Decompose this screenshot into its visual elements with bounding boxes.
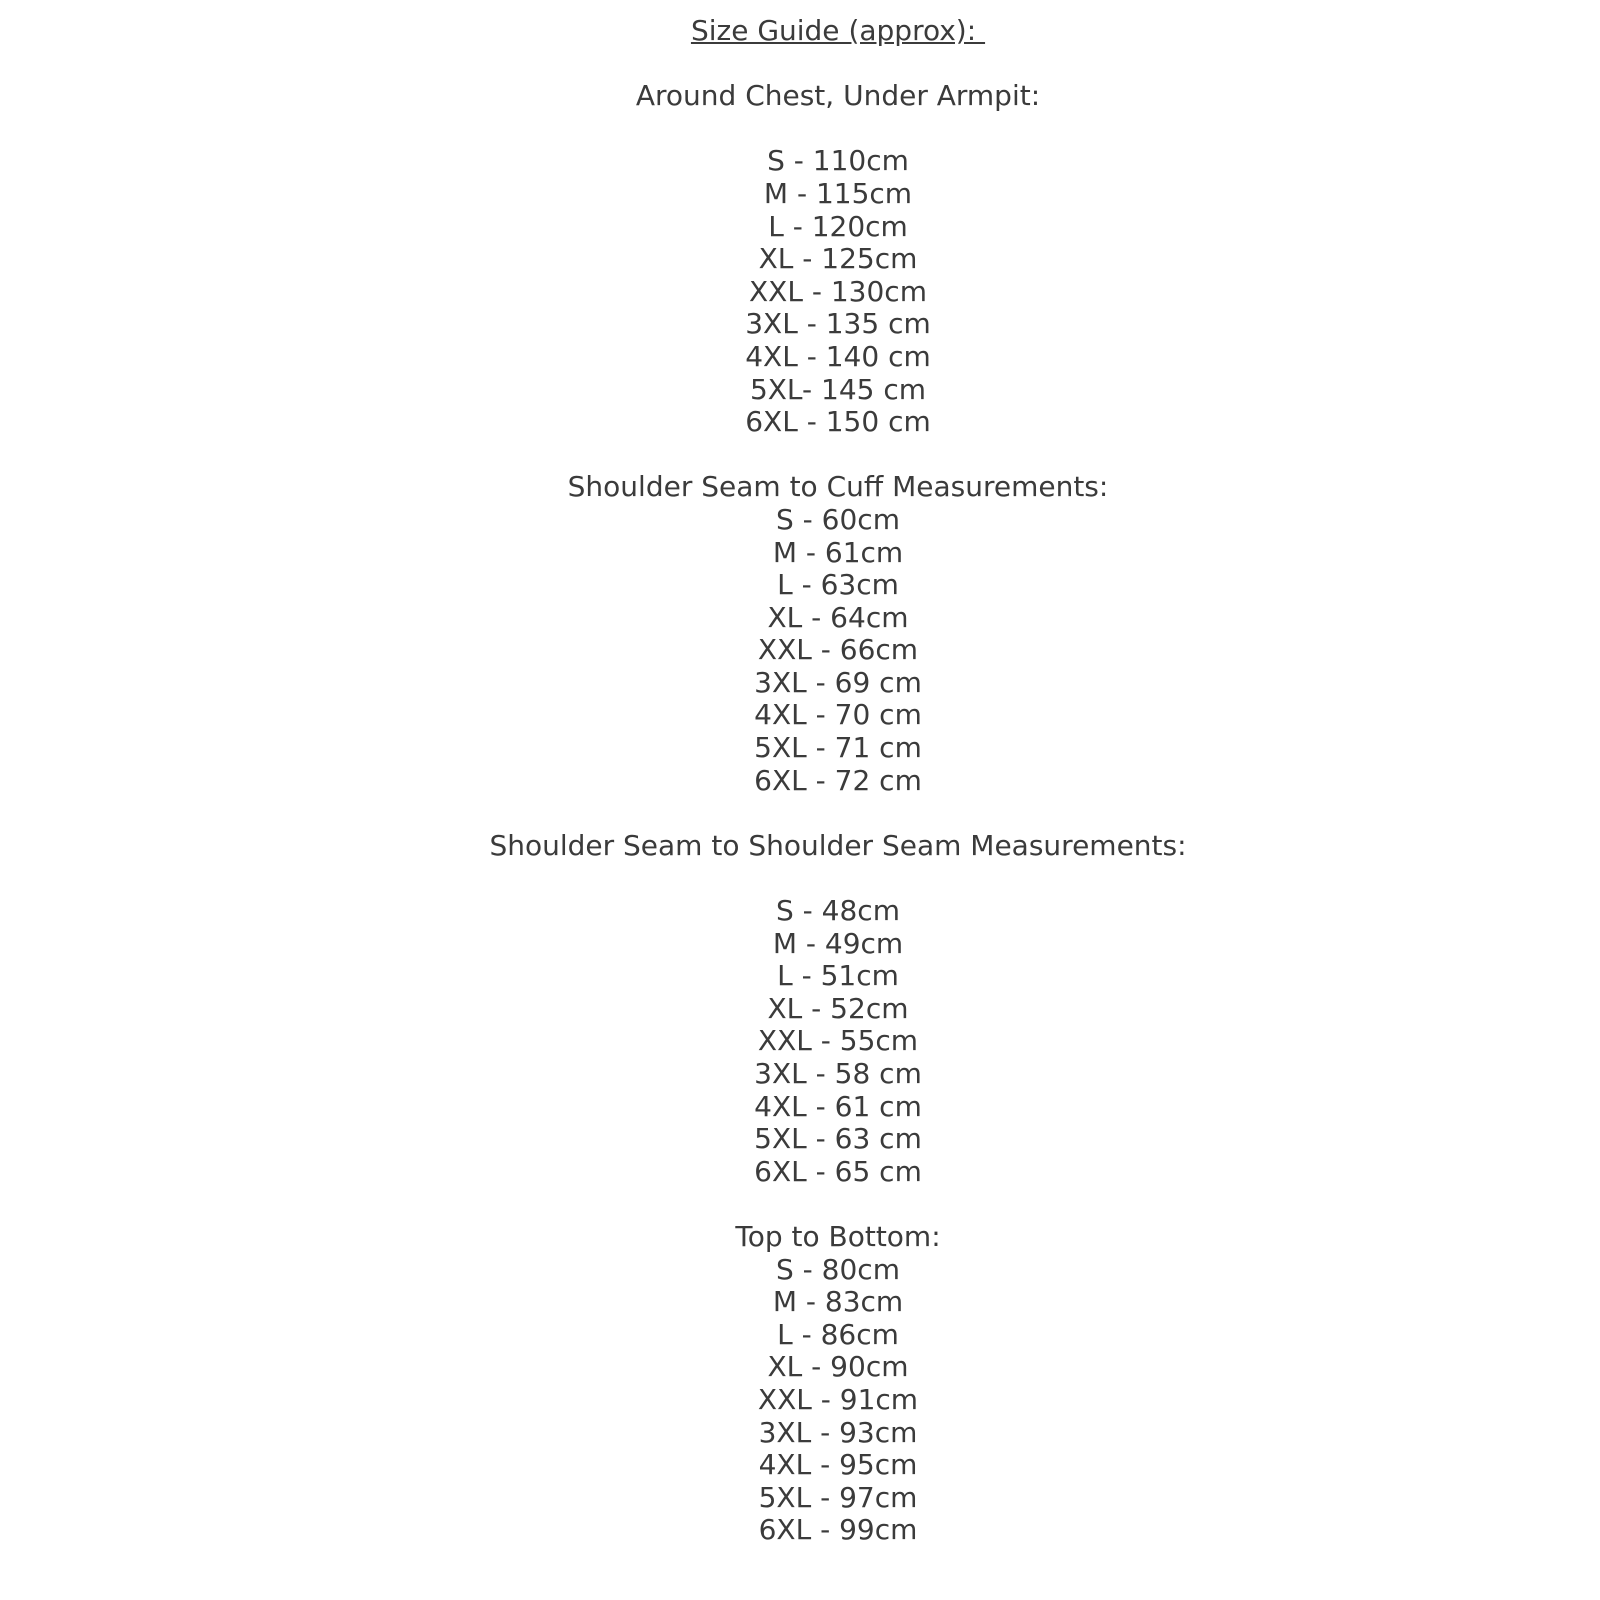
size-row: L - 86cm: [777, 1317, 899, 1351]
spacer: [76, 862, 1600, 895]
size-row: 3XL - 135 cm: [745, 307, 931, 341]
size-row: 4XL - 61 cm: [754, 1089, 922, 1123]
size-guide-title: Size Guide (approx):: [690, 14, 986, 47]
spacer: [76, 439, 1600, 472]
size-row: XL - 52cm: [767, 991, 909, 1025]
section-heading-around-chest: Around Chest, Under Armpit:: [635, 79, 1041, 113]
size-row: M - 61cm: [772, 535, 904, 569]
size-row: 6XL - 99cm: [758, 1513, 918, 1547]
size-row: 5XL - 97cm: [758, 1480, 918, 1514]
section-heading-shoulder-to-shoulder: Shoulder Seam to Shoulder Seam Measurements:: [489, 828, 1187, 862]
size-row: 6XL - 150 cm: [745, 405, 931, 439]
size-row: 5XL- 145 cm: [749, 372, 927, 406]
size-row: 5XL - 71 cm: [754, 731, 922, 765]
size-row: M - 49cm: [772, 926, 904, 960]
spacer: [76, 48, 1600, 81]
size-row: S - 80cm: [776, 1252, 900, 1286]
size-row: M - 115cm: [763, 176, 913, 210]
section-heading-shoulder-to-cuff: Shoulder Seam to Cuff Measurements:: [567, 470, 1109, 504]
size-row: 4XL - 95cm: [758, 1448, 918, 1482]
spacer: [76, 797, 1600, 830]
size-row: S - 60cm: [776, 502, 900, 536]
size-row: 3XL - 69 cm: [754, 665, 922, 699]
size-row: M - 83cm: [772, 1285, 904, 1319]
size-row: XXL - 91cm: [757, 1382, 919, 1416]
spacer: [76, 113, 1600, 146]
size-row: L - 120cm: [768, 209, 908, 243]
size-row: XL - 64cm: [767, 600, 909, 634]
size-row: 4XL - 140 cm: [745, 339, 931, 373]
size-row: XL - 125cm: [758, 242, 918, 276]
section-heading-top-to-bottom: Top to Bottom:: [735, 1219, 941, 1253]
size-row: XXL - 130cm: [749, 274, 927, 308]
size-row: XL - 90cm: [767, 1350, 909, 1384]
size-row: 4XL - 70 cm: [754, 698, 922, 732]
size-row: XXL - 55cm: [757, 1024, 919, 1058]
size-row: 6XL - 65 cm: [754, 1154, 922, 1188]
size-row: L - 63cm: [777, 568, 899, 602]
size-row: S - 48cm: [776, 894, 900, 928]
spacer: [76, 1188, 1600, 1221]
size-row: 3XL - 93cm: [758, 1415, 918, 1449]
size-row: S - 110cm: [767, 144, 909, 178]
size-row: 5XL - 63 cm: [754, 1122, 922, 1156]
size-row: 6XL - 72 cm: [754, 763, 922, 797]
size-row: 3XL - 58 cm: [754, 1057, 922, 1090]
size-row: L - 51cm: [777, 959, 899, 993]
size-row: XXL - 66cm: [757, 633, 919, 667]
